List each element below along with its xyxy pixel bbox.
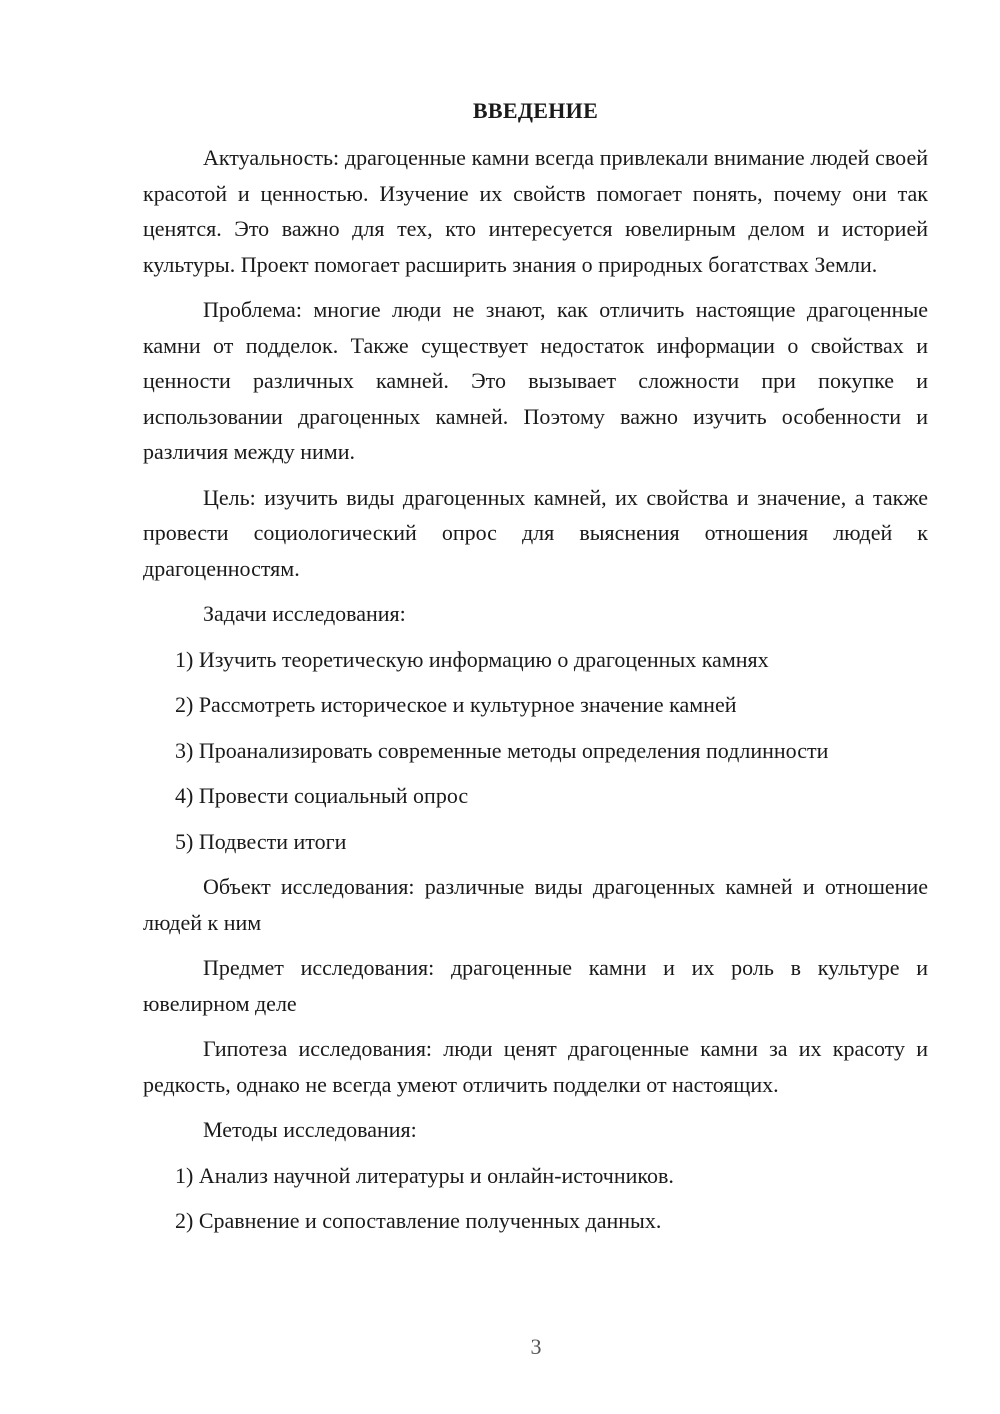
list-item: 2) Сравнение и сопоставление полученных данных. (175, 1208, 662, 1233)
list-item: 3) Проанализировать современные методы определения подлинности (175, 737, 829, 763)
list-item: 4) Провести социальный опрос (175, 783, 469, 808)
paragraph-subject: Предмет исследования: драгоценные камни и их роль в культуре и ювелирном деле (143, 955, 928, 1016)
page-number: 3 (530, 1334, 542, 1359)
methods-list (143, 1158, 928, 1239)
paragraph-relevance: Актуальность: драгоценные камни всегда привлекали внимание людей своей красотой и ценностью. Изучение их свойств помогает понять, почему они так ценятся. Это важно для тех, кто интересуется ювелирным делом и историей культуры. Проект помогает расширить знания о природных богатствах Земли. (143, 145, 928, 277)
section-title: ВВЕДЕНИЕ (472, 98, 599, 123)
methods-heading: Методы исследования: (203, 1117, 417, 1142)
paragraph-hypothesis: Гипотеза исследования: люди ценят драгоценные камни за их красоту и редкость, однако не всегда умеют отличить подделки от настоящих. (143, 1036, 928, 1097)
tasks-list (143, 642, 928, 860)
list-item: 5) Подвести итоги (175, 828, 347, 854)
tasks-heading: Задачи исследования: (203, 601, 406, 626)
list-item: 1) Анализ научной литературы и онлайн-источников. (175, 1162, 674, 1188)
document-page (143, 96, 928, 1249)
paragraph-object: Объект исследования: различные виды драгоценных камней и отношение людей к ним (143, 874, 928, 935)
list-item: 2) Рассмотреть историческое и культурное значение камней (175, 692, 737, 717)
paragraph-goal: Цель: изучить виды драгоценных камней, их свойства и значение, а также провести социологический опрос для выяснения отношения людей к драгоценностям. (143, 484, 928, 581)
list-item: 1) Изучить теоретическую информацию о драгоценных камнях (175, 646, 769, 672)
paragraph-problem: Проблема: многие люди не знают, как отличить настоящие драгоценные камни от подделок. Также существует недостаток информации о свойствах и ценности различных камней. Это вызывает сложности при покупке и использовании драгоценных камней. Поэтому важно изучить особенности и различия между ними. (143, 297, 928, 464)
